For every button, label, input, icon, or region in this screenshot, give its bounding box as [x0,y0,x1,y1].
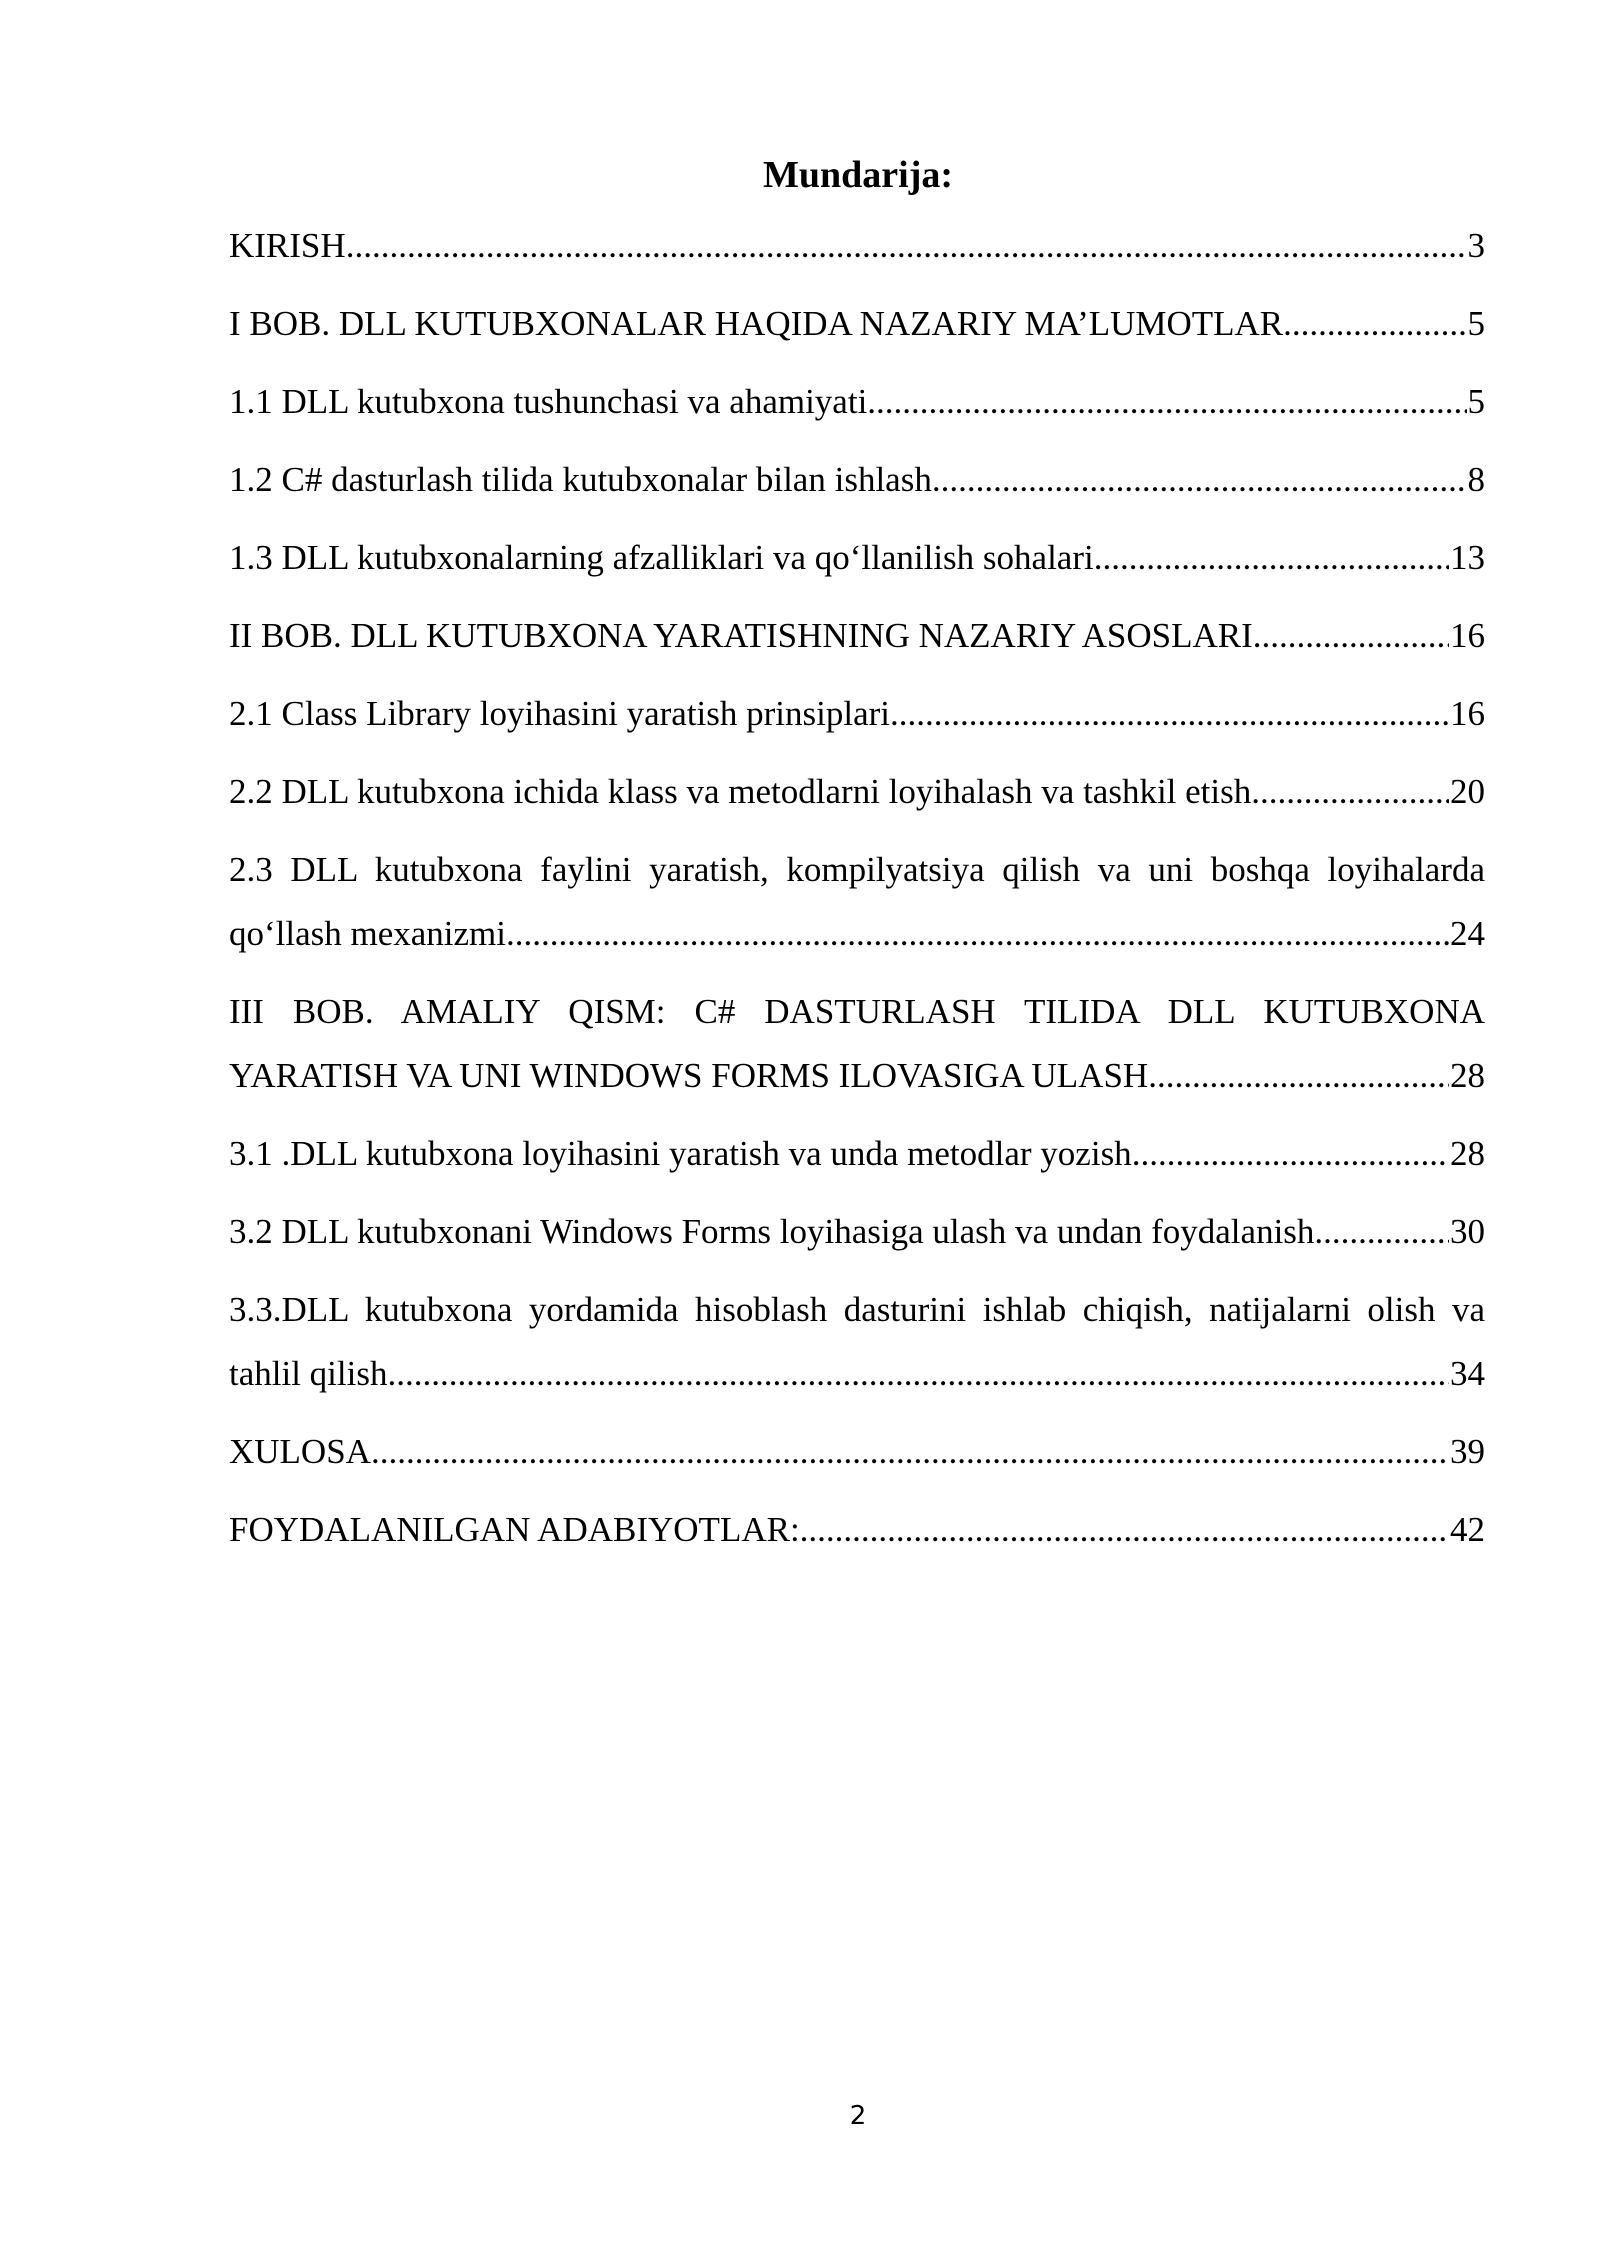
toc-entry-section-1-2[interactable] [229,448,1485,512]
toc-entry-page: 24 [1450,914,1485,953]
toc-entry-references[interactable] [229,1498,1485,1562]
toc-entry-label: 3.1 .DLL kutubxona loyihasini yaratish va unda metodlar yozish [229,1134,1132,1173]
toc-entry-label: I BOB. DLL KUTUBXONALAR HAQIDA NAZARIY MA’LUMOTLAR [229,304,1284,343]
toc-entry-last-line [229,1044,1485,1108]
dot-leader [1094,526,1449,590]
toc-entry-page: 34 [1450,1354,1485,1393]
dot-leader [1253,604,1449,668]
dot-leader [1148,1044,1449,1108]
toc-entry-label: 3.2 DLL kutubxonani Windows Forms loyihasiga ulash va undan foydalanish [229,1212,1315,1251]
toc-entry-page: 28 [1450,1056,1485,1095]
dot-leader [1132,1122,1449,1186]
toc-entry-last-line [229,1342,1485,1406]
toc-entry-page: 5 [1467,382,1485,421]
dot-leader [371,1420,1449,1484]
toc-entry-label: 1.3 DLL kutubxonalarning afzalliklari va qo‘llanilish sohalari [229,538,1094,577]
dot-leader [1314,1200,1449,1264]
toc-entry-label: FOYDALANILGAN ADABIYOTLAR: [229,1510,800,1549]
toc-entry-label: II BOB. DLL KUTUBXONA YARATISHNING NAZARIY ASOSLARI [229,616,1253,655]
toc-entry-last-line [229,902,1485,966]
toc-title: Mundarija: [763,154,953,196]
toc-entry-section-1-3[interactable] [229,526,1485,590]
toc-entry-page: 20 [1450,772,1485,811]
toc-entry-page: 13 [1450,538,1485,577]
toc-entry-label: KIRISH [229,226,346,265]
toc-entry-label: 2.2 DLL kutubxona ichida klass va metodlarni loyihalash va tashkil etish [229,772,1252,811]
toc-entry-label-line-2: qo‘llash mexanizmi [229,914,507,953]
toc-entry-page: 3 [1467,226,1485,265]
toc-entry-label-line-1: III BOB. AMALIY QISM: C# DASTURLASH TILIDA DLL KUTUBXONA [229,992,1485,1031]
toc-entry-chapter-2[interactable] [229,604,1485,668]
dot-leader [932,448,1467,512]
toc-entry-page: 28 [1450,1134,1485,1173]
toc-entry-chapter-1[interactable] [229,292,1485,356]
dot-leader [387,1342,1449,1406]
toc-entry-page: 39 [1450,1432,1485,1471]
toc-entry-label: XULOSA [229,1432,371,1471]
toc-entry-label: 1.1 DLL kutubxona tushunchasi va ahamiyati [229,382,868,421]
toc-entry-label-line-2: tahlil qilish [229,1354,388,1393]
toc-entry-page: 5 [1467,304,1485,343]
toc-entry-page: 42 [1450,1510,1485,1549]
toc-entry-chapter-3[interactable] [229,980,1485,1108]
dot-leader [1283,292,1466,356]
dot-leader [506,902,1449,966]
toc-entry-section-1-1[interactable] [229,370,1485,434]
toc-entry-section-2-2[interactable] [229,760,1485,824]
toc-entry-section-3-3[interactable] [229,1278,1485,1406]
toc-entry-section-2-1[interactable] [229,682,1485,746]
dot-leader [890,682,1449,746]
toc-entry-kirish[interactable] [229,214,1485,278]
toc-entry-label-line-1: 3.3.DLL kutubxona yordamida hisoblash dasturini ishlab chiqish, natijalarni olish va [229,1290,1485,1329]
table-of-contents [229,214,1485,1576]
toc-entry-section-3-2[interactable] [229,1200,1485,1264]
dot-leader [867,370,1466,434]
dot-leader [346,214,1467,278]
toc-entry-section-3-1[interactable] [229,1122,1485,1186]
toc-entry-section-2-3[interactable] [229,838,1485,966]
toc-entry-label-line-2: YARATISH VA UNI WINDOWS FORMS ILOVASIGA ULASH [229,1056,1149,1095]
dot-leader [800,1498,1449,1562]
toc-entry-label: 1.2 C# dasturlash tilida kutubxonalar bilan ishlash [229,460,932,499]
dot-leader [1251,760,1449,824]
toc-entry-label: 2.1 Class Library loyihasini yaratish prinsiplari [229,694,891,733]
toc-entry-page: 16 [1450,694,1485,733]
toc-entry-page: 8 [1467,460,1485,499]
toc-entry-xulosa[interactable] [229,1420,1485,1484]
toc-entry-page: 16 [1450,616,1485,655]
page-number: 2 [849,2101,867,2131]
toc-entry-label-line-1: 2.3 DLL kutubxona faylini yaratish, kompilyatsiya qilish va uni boshqa loyihalarda [229,850,1485,889]
toc-entry-page: 30 [1450,1212,1485,1251]
